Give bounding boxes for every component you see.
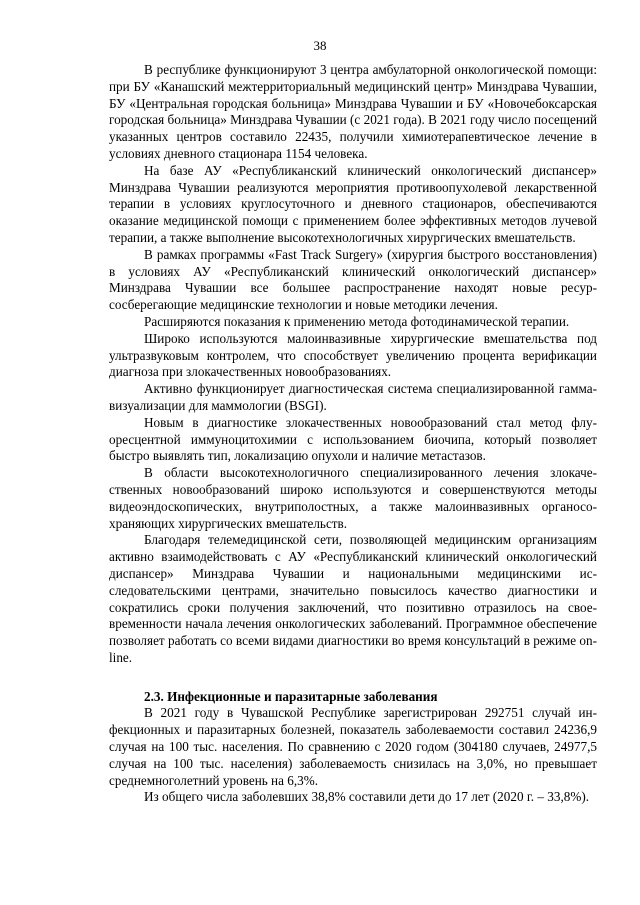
paragraph: На базе АУ «Республиканский клинический онкологический диспансер» Минздрава Чувашии реализуются мероприятия противоопухолевой лекарственной терапии в условиях круглосуточного и дневного стационаров, обеспечиваются оказание медицинской помощи с применением более эффективных методов лучевой терапии, а также выполнение высокотехнологичных хирургических вмешательств. xyxy=(109,162,597,245)
paragraph: В рамках программы «Fast Track Surgery» (хирургия быстрого восстановления) в условиях АУ «Республиканский клинический онкологический диспансер» Минздрава Чувашии все большее распространение находят новые ресурсосберегающие медицинские технологии и новые методики лечения. xyxy=(109,246,597,313)
paragraph: В 2021 году в Чувашской Республике зарегистрирован 292751 случай инфекционных и паразитарных болезней, показатель заболеваемости составил 24236,9 случая на 100 тыс. населения. По сравнению с 2020 годом (304180 случаев, 24977,5 случая на 100 тыс. населения) заболеваемость снизилась на 3,0%, но превышает среднемноголетний уровень на 6,3%. xyxy=(109,705,597,788)
paragraph: Благодаря телемедицинской сети, позволяющей медицинским организациям активно взаимодействовать с АУ «Республиканский клинический онкологический диспансер» Минздрава Чувашии и национальными медицинскими исследовательскими центрами, значительно повысилось качество диагностики и сократились сроки получения заключений, что позитивно отразилось на своевременности начала лечения онкологических заболеваний. Программное обеспечение позволяет работать со всеми видами диагностики во время консультаций в режиме on-line. xyxy=(109,532,597,665)
section-heading: 2.3. Инфекционные и паразитарные заболевания xyxy=(144,688,438,704)
paragraph: Широко используются малоинвазивные хирургические вмешательства под ультразвуковым контролем, что способствует увеличению процента верификации диагноза при злокачественных новообразованиях. xyxy=(109,330,597,380)
paragraph: Новым в диагностике злокачественных новообразований стал метод флуоресцентной иммуноцитохимии с использованием биочипа, который позволяет быстро выявлять тип, локализацию опухоли и наличие метастазов. xyxy=(109,414,597,464)
paragraph: Расширяются показания к применению метода фотодинамической терапии. xyxy=(144,313,570,329)
page-number: 38 xyxy=(313,38,327,53)
paragraph: Активно функционирует диагностическая система специализированной гамма-визуализации для маммологии (BSGI). xyxy=(109,381,597,413)
document-body xyxy=(109,62,597,806)
paragraph: В республике функционируют 3 центра амбулаторной онкологической помощи: при БУ «Канашский межтерриториальный медицинский центр» Минздрава Чувашии, БУ «Центральная городская больница» Минздрава Чувашии и БУ «Новочебоксарская городская больница» Минздрава Чувашии (с 2021 года). В 2021 году число посещений указанных центров составило 22435, получили химиотерапевтическое лечение в условиях дневного стационара 1154 человека. xyxy=(109,62,597,161)
paragraph: В области высокотехнологичного специализированного лечения злокачественных новообразований широко используются и совершенствуются методы видеоэндоскопических, внутриполостных, а также малоинвазивных органосохраняющих хирургических вмешательств. xyxy=(109,465,597,531)
paragraph: Из общего числа заболевших 38,8% составили дети до 17 лет (2020 г. – 33,8%). xyxy=(144,789,590,805)
